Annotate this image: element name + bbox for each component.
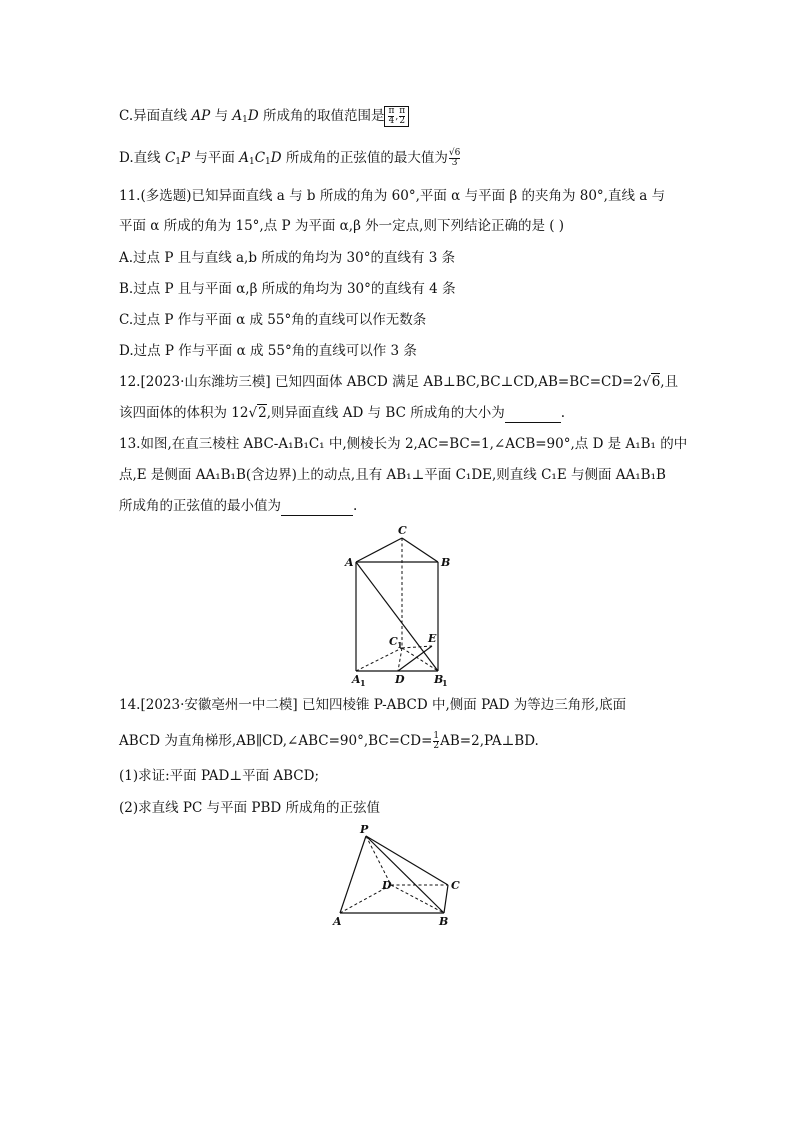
subscript: 1 — [175, 157, 182, 167]
subscript: 1 — [242, 115, 248, 125]
text: 该四面体的体积为 12 — [119, 405, 249, 421]
segment-de — [398, 646, 432, 671]
edge-pc — [366, 836, 448, 885]
sqrt: √6 — [642, 374, 661, 390]
text: 与平面 — [190, 150, 240, 166]
fraction — [388, 107, 394, 126]
answer-blank — [281, 501, 353, 516]
edge-cb — [402, 538, 438, 562]
text: ,且 — [660, 374, 679, 390]
q14-part2: (2)求直线 PC 与平面 PBD 所成角的正弦值 — [119, 800, 381, 816]
text: ,则异面直线 AD 与 BC 所成角的大小为 — [266, 405, 505, 421]
label-c: C — [451, 879, 460, 892]
label-c1: C — [389, 635, 398, 648]
edge-pb — [366, 836, 444, 913]
q11-option-d: D.过点 P 作与平面 α 成 55°角的直线可以作 3 条 — [119, 343, 417, 359]
edge-bc — [444, 885, 448, 913]
text: 12.[2023·山东潍坊三模] 已知四面体 ABCD 满足 AB⊥BC,BC⊥CD,AB=BC=CD=2 — [119, 374, 643, 390]
label-a: A — [345, 556, 354, 569]
q11-option-b: B.过点 P 且与平面 α,β 所成的角均为 30°的直线有 4 条 — [119, 281, 456, 297]
q13-stem-line3 — [119, 496, 357, 516]
text: C.异面直线 — [119, 108, 192, 124]
pyramid-figure — [326, 822, 476, 932]
fraction — [449, 149, 460, 168]
q14-stem-line2 — [119, 731, 539, 751]
text: P — [181, 150, 191, 166]
numerator: π — [388, 106, 395, 116]
q11-option-a: A.过点 P 且与直线 a,b 所成的角均为 30°的直线有 3 条 — [119, 250, 456, 266]
q14-part1: (1)求证:平面 PAD⊥平面 ABCD; — [119, 768, 319, 784]
fraction — [399, 107, 405, 126]
text: 所成角的正弦值的最小值为 — [119, 498, 281, 514]
answer-blank — [505, 408, 561, 423]
q11-option-c: C.过点 P 作与平面 α 成 55°角的直线可以作无数条 — [119, 312, 427, 328]
text: 所成角的正弦值的最大值为 — [281, 150, 448, 166]
text: A — [232, 108, 243, 124]
text: 与 — [210, 108, 233, 124]
q13-stem-line2: 点,E 是侧面 AA₁B₁B(含边界)上的动点,且有 AB₁⊥平面 C₁DE,则直线 C₁E 与侧面 AA₁B₁B — [119, 467, 666, 483]
label-a1: A — [352, 673, 361, 686]
label-a: A — [333, 915, 342, 928]
text: . — [560, 405, 566, 421]
text: A — [239, 150, 249, 166]
label-e: E — [428, 632, 437, 645]
numerator: √6 — [448, 148, 461, 158]
text: D.直线 — [119, 150, 165, 166]
q10-option-d — [119, 148, 461, 168]
segment-ab1 — [356, 562, 438, 671]
text: C — [254, 150, 266, 166]
subscript: 1 — [248, 157, 255, 167]
fraction — [433, 732, 439, 751]
q13-stem-line1: 13.如图,在直三棱柱 ABC-A₁B₁C₁ 中,侧棱长为 2,AC=BC=1,∠ACB=90°,点 D 是 A₁B₁ 的中 — [119, 436, 688, 452]
radicand: 6 — [651, 374, 661, 390]
label-a1-sub: 1 — [360, 678, 366, 688]
label-d: D — [395, 673, 405, 686]
text: ABCD 为直角梯形,AB∥CD,∠ABC=90°,BC=CD= — [119, 733, 433, 749]
edge-c1b1-hidden — [402, 648, 438, 671]
denominator: 3 — [449, 158, 460, 168]
label-c: C — [398, 524, 407, 537]
text: . — [353, 498, 358, 514]
label-b: B — [441, 556, 451, 569]
edge-a1c1-hidden — [356, 648, 402, 671]
segment-c1d-hidden — [398, 648, 402, 671]
prism-figure — [340, 520, 460, 690]
radicand: 2 — [258, 405, 267, 421]
denominator: 4 — [388, 116, 395, 126]
q10-option-c — [119, 106, 409, 127]
q11-stem-line2: 平面 α 所成的角为 15°,点 P 为平面 α,β 外一定点,则下列结论正确的是 ( ) — [119, 218, 565, 234]
numerator: 1 — [433, 731, 440, 741]
text: C — [164, 150, 176, 166]
q12-stem-line1 — [119, 372, 678, 392]
segment-c1e-hidden — [402, 646, 432, 648]
label-b: B — [439, 915, 449, 928]
denominator: 2 — [399, 116, 406, 126]
text: 所成角的取值范围是 — [258, 108, 385, 124]
q11-stem-line1: 11.(多选题)已知异面直线 a 与 b 所成的角为 60°,平面 α 与平面 β 的夹角为 80°,直线 a 与 — [119, 188, 666, 204]
label-b1-sub: 1 — [442, 678, 448, 688]
denominator: 2 — [433, 741, 440, 751]
sqrt: √2 — [248, 405, 267, 421]
label-c1-sub: 1 — [397, 640, 403, 650]
q14-stem-line1: 14.[2023·安徽亳州一中二模] 已知四棱锥 P-ABCD 中,侧面 PAD 为等边三角形,底面 — [119, 697, 627, 713]
text: D — [270, 150, 282, 166]
label-d: D — [382, 879, 392, 892]
numerator: π — [399, 106, 406, 116]
q12-stem-line2 — [119, 403, 565, 423]
text: D — [247, 108, 259, 124]
range-bracket: $\frac{\pi}{4}$ , $\frac{\pi}{2}$ — [384, 106, 409, 127]
text: AB=2,PA⊥BD. — [440, 733, 539, 749]
subscript: 1 — [265, 157, 271, 167]
edge-db-hidden — [391, 885, 444, 913]
label-p: P — [360, 823, 369, 836]
edge-pa — [340, 836, 366, 913]
label-b1: B — [434, 673, 444, 686]
edge-ac — [356, 538, 402, 562]
text: AP — [191, 108, 211, 124]
